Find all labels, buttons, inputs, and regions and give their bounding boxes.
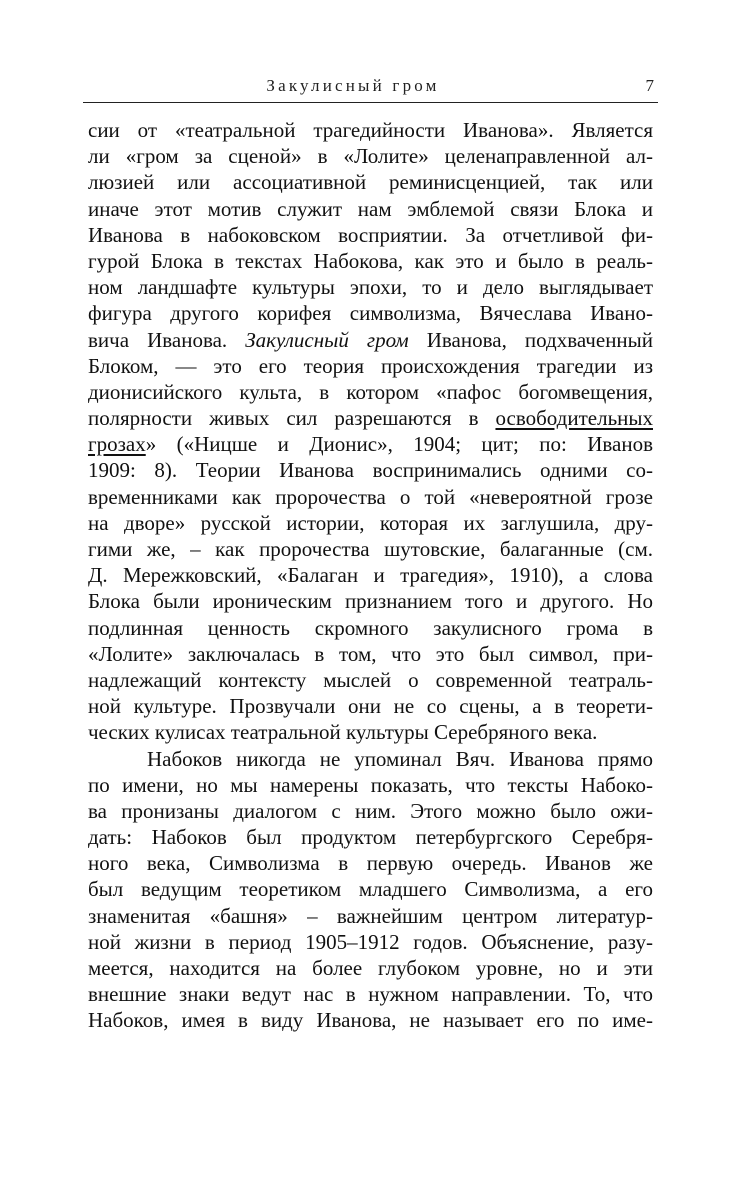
text-line: надлежащий контексту мыслей о современной театраль-: [88, 667, 653, 692]
text-line: ли «гром за сценой» в «Лолите» целенаправленной ал-: [88, 144, 653, 169]
text-line: ного века, Символизма в первую очередь. Иванов же: [88, 851, 653, 876]
text-line: [88, 431, 653, 457]
text-line: ной культуре. Прозвучали они не со сцены, а в теорети-: [88, 694, 653, 719]
underlined-phrase: грозах: [88, 432, 146, 457]
text-line: ном ландшафте культуры эпохи, то и дело выглядывает: [88, 275, 653, 300]
text-run: » («Ницше и Дионис», 1904; цит; по: Иванов: [145, 432, 653, 457]
text-line: люзией или ассоциативной реминисценцией, так или: [88, 170, 653, 195]
text-line: ческих кулисах театральной культуры Серебряного века.: [88, 720, 598, 745]
text-line: фигура другого корифея символизма, Вячеслава Ивано-: [88, 301, 653, 326]
page-number: 7: [645, 76, 654, 95]
text-line: внешние знаки ведут нас в нужном направлении. То, что: [88, 982, 653, 1007]
text-line: знаменитая «башня» – важнейшим центром литератур-: [88, 903, 653, 928]
text-line: Набоков, имея в виду Иванова, не называет его по име-: [88, 1008, 653, 1033]
text-line: дать: Набоков был продуктом петербургского Серебря-: [88, 825, 653, 850]
text-line: [88, 327, 653, 353]
text-line: ва пронизаны диалогом с ним. Этого можно было ожи-: [88, 798, 653, 823]
text-line: 1909: 8). Теории Иванова воспринимались одними со-: [88, 458, 653, 483]
running-header: [83, 76, 658, 103]
text-line: Блока были ироническим признанием того и другого. Но: [88, 589, 653, 614]
text-line: «Лолите» заключалась в том, что это был символ, при-: [88, 641, 653, 666]
paragraph-1: [88, 117, 653, 746]
text-line: сии от «театральной трагедийности Иванова». Является: [88, 118, 653, 142]
text-line: гими же, – как пророчества шутовские, балаганные (см.: [88, 537, 653, 561]
text-line: Д. Мережковский, «Балаган и трагедия», 1910), а слова: [88, 563, 653, 588]
text-line: [88, 405, 653, 431]
body-text: [88, 117, 653, 1034]
text-line: ной жизни в период 1905–1912 годов. Объяснение, разу-: [88, 929, 653, 954]
text-line: временниками как пророчества о той «невероятной грозе: [88, 484, 653, 509]
text-line: подлинная ценность скромного закулисного грома в: [88, 615, 653, 640]
text-run: вича Иванова.: [88, 327, 246, 352]
text-line: Набоков никогда не упоминал Вяч. Иванова прямо: [147, 746, 653, 771]
text-run: Иванова, подхваченный: [408, 327, 654, 352]
text-line: на дворе» русской истории, которая их заглушила, дру-: [88, 510, 653, 535]
text-line: по имени, но мы намерены показать, что тексты Набоко-: [88, 772, 653, 797]
text-line: гурой Блока в текстах Набокова, как это и было в реаль-: [88, 248, 653, 273]
text-line: был ведущим теоретиком младшего Символизма, а его: [88, 877, 653, 902]
underlined-phrase: освободительных: [495, 406, 653, 431]
text-line: дионисийского культа, в котором «пафос богомвещения,: [88, 379, 653, 404]
text-line: меется, находится на более глубоком уровне, но и эти: [88, 956, 653, 980]
paragraph-2: [88, 746, 653, 1034]
running-title: Закулисный гром: [266, 76, 440, 95]
text-line: иначе этот мотив служит нам эмблемой связи Блока и: [88, 196, 653, 221]
text-line: Блоком, — это его теория происхождения трагедии из: [88, 353, 653, 378]
italic-title: Закулисный гром: [245, 327, 409, 352]
text-line: Иванова в набоковском восприятии. За отчетливой фи-: [88, 222, 653, 247]
text-run: полярности живых сил разрешаются в: [88, 406, 496, 431]
